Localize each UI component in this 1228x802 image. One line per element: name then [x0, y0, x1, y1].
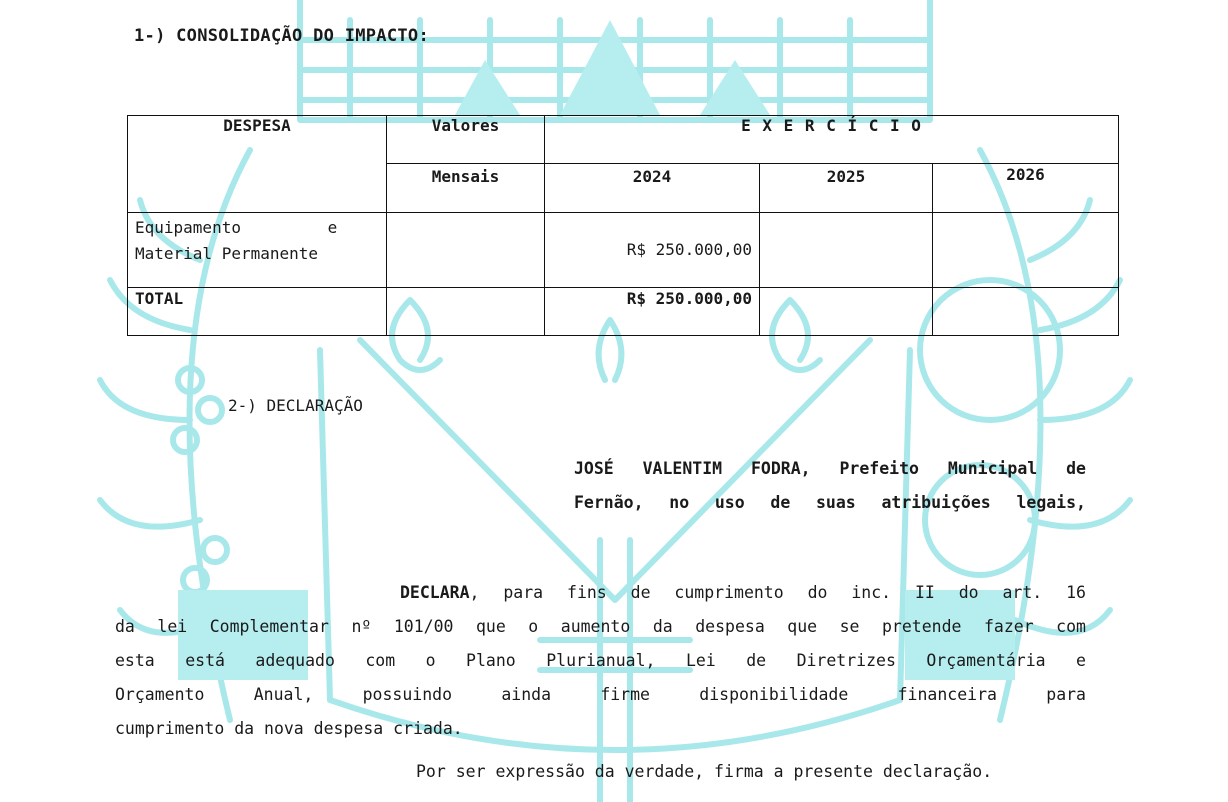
declaration-line1: [115, 576, 1086, 610]
header-exercicio: E X E R C Í C I O: [545, 116, 1119, 164]
declaration-line4: Orçamento Anual, possuindo ainda firme disponibilidade financeira para: [115, 685, 1086, 704]
declaration-line2: da lei Complementar nº 101/00 que o aumento da despesa que se pretende fazer com: [115, 617, 1086, 636]
value-2024: R$ 250.000,00: [626, 240, 752, 260]
declaration-line1-rest: , para fins de cumprimento do inc. II do art. 16: [469, 583, 1086, 602]
section-title-declaration: 2-) DECLARAÇÃO: [228, 396, 363, 415]
closing-statement: Por ser expressão da verdade, firma a presente declaração.: [416, 762, 993, 781]
declarant-line2: Fernão, no uso de suas atribuições legais,: [574, 493, 1086, 512]
total-valores-mensais: [387, 287, 545, 335]
header-mensais: Mensais: [387, 164, 545, 213]
table-header-row: [128, 116, 1119, 164]
table-total-row: [128, 287, 1119, 335]
total-2026-cell: [933, 287, 1119, 335]
declaration-line3: esta está adequado com o Plano Plurianual, Lei de Diretrizes Orçamentária e: [115, 651, 1086, 670]
declarant-line1: JOSÉ VALENTIM FODRA, Prefeito Municipal de: [574, 459, 1086, 478]
section-title-impact: 1-) CONSOLIDAÇÃO DO IMPACTO:: [134, 26, 429, 46]
year-2024: 2024: [545, 164, 760, 213]
despesa-line1: Equipamento e: [135, 218, 338, 238]
declaration-verb: DECLARA: [400, 583, 470, 602]
total-2024-cell: [545, 287, 760, 335]
despesa-cell: [128, 213, 387, 287]
value-2025-cell: [760, 213, 933, 287]
impact-table: [127, 115, 1119, 336]
value-2024-cell: [545, 213, 760, 287]
despesa-line2: Material Permanente: [135, 244, 319, 264]
table-row: [128, 213, 1119, 287]
year-2025: 2025: [760, 164, 933, 213]
valores-mensais-cell: [387, 213, 545, 287]
header-valores: Valores: [387, 116, 545, 164]
declarant-block: [574, 452, 1086, 520]
total-2024: R$ 250.000,00: [626, 288, 752, 308]
header-despesa: DESPESA: [128, 116, 387, 213]
declaration-line5: cumprimento da nova despesa criada.: [115, 719, 463, 738]
total-2025-cell: [760, 287, 933, 335]
year-2026: 2026: [933, 164, 1119, 213]
declaration-paragraph: [115, 576, 1086, 746]
value-2026-cell: [933, 213, 1119, 287]
total-label: TOTAL: [128, 287, 387, 335]
